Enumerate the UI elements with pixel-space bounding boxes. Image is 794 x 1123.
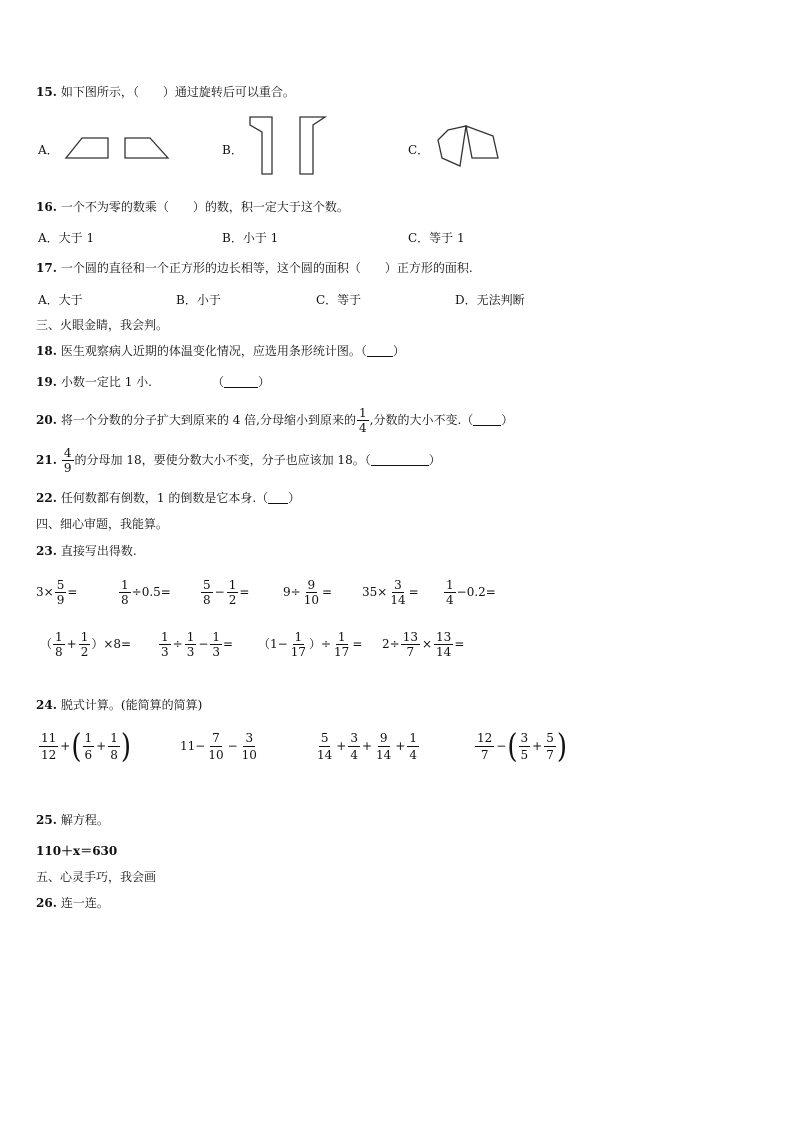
option-b[interactable]: B．小于 1 bbox=[222, 231, 279, 245]
question-number: 22. bbox=[36, 491, 57, 505]
question-20: 20. 将一个分数的分子扩大到原来的 4 倍,分母缩小到原来的 $\frac{1}{4}$ ,分数的大小不变.（ ） bbox=[36, 406, 514, 435]
question-15 bbox=[36, 84, 295, 100]
question-text: 直接写出得数. bbox=[60, 544, 137, 558]
calc-item: （1− $\frac{1}{17}$ ）÷ $\frac{1}{17}$ = bbox=[258, 630, 363, 659]
option-d[interactable]: D．无法判断 bbox=[455, 293, 525, 307]
question-text: 连一连。 bbox=[60, 896, 109, 910]
calc-item: $\frac{1}{4}$ −0.2= bbox=[446, 578, 496, 607]
calc-item: 2÷ $\frac{13}{7}$ × $\frac{13}{14}$ = bbox=[382, 630, 465, 659]
question-number: 16. bbox=[36, 200, 57, 214]
calc-item: 9÷ $\frac{9}{10}$ = bbox=[283, 578, 333, 607]
equation: 110＋x＝630 bbox=[36, 844, 118, 858]
option-c[interactable]: C．等于 bbox=[316, 293, 362, 307]
calc-item: $\frac{5}{8}$ − $\frac{1}{2}$ = bbox=[203, 578, 250, 607]
question-number: 25. bbox=[36, 813, 57, 827]
question-number: 15. bbox=[36, 85, 57, 99]
question-18: 18. 医生观察病人近期的体温变化情况，应选用条形统计图。（ ） bbox=[36, 344, 405, 358]
question-25 bbox=[36, 812, 109, 828]
question-number: 24. bbox=[36, 698, 57, 712]
option-c[interactable]: C． bbox=[408, 143, 430, 157]
option-a[interactable]: A．大于 bbox=[38, 293, 83, 307]
question-22: 22. 任何数都有倒数，1 的倒数是它本身.（ ） bbox=[36, 491, 301, 505]
question-19: 19. 小数一定比 1 小. （ ） bbox=[36, 375, 271, 389]
calc-item: 3× $\frac{5}{9}$ = bbox=[36, 578, 78, 607]
question-number: 20. bbox=[36, 413, 57, 427]
answer-blank[interactable] bbox=[473, 413, 501, 426]
question-number: 17. bbox=[36, 261, 57, 275]
question-number: 23. bbox=[36, 544, 57, 558]
question-text: 如下图所示，（ ）通过旋转后可以重合。 bbox=[60, 85, 295, 99]
calc-item: $\frac{1}{8}$ ÷0.5= bbox=[121, 578, 171, 607]
section-heading-3: 三、火眼金睛，我会判。 bbox=[36, 318, 169, 332]
expression: 11− $\frac{7}{10}$ − $\frac{3}{10}$ bbox=[180, 731, 257, 762]
expression: $\frac{12}{7}$ −( $\frac{3}{5}$ + $\frac{5}{7}$ ) bbox=[477, 727, 567, 766]
answer-blank[interactable] bbox=[268, 491, 288, 504]
option-c[interactable]: C．等于 1 bbox=[408, 231, 465, 245]
option-b[interactable]: B．小于 bbox=[176, 293, 221, 307]
answer-blank[interactable] bbox=[371, 453, 429, 466]
question-number: 18. bbox=[36, 344, 57, 358]
question-text: 小数一定比 1 小. bbox=[60, 375, 152, 389]
expression: $\frac{11}{12}$ +( $\frac{1}{6}$ + $\frac{1}{8}$ ) bbox=[41, 727, 131, 766]
option-b[interactable]: B． bbox=[222, 143, 243, 157]
question-24 bbox=[36, 697, 202, 713]
answer-blank[interactable] bbox=[224, 375, 258, 388]
fraction: $\frac{1}{4}$ bbox=[358, 406, 367, 435]
shape-b-bent-bars bbox=[245, 112, 335, 182]
option-a[interactable]: A．大于 1 bbox=[38, 231, 95, 245]
calc-item: $\frac{1}{3}$ ÷ $\frac{1}{3}$ − $\frac{1}{3}$ = bbox=[161, 630, 234, 659]
shape-a-trapezoids bbox=[60, 130, 180, 170]
question-17 bbox=[36, 260, 473, 276]
question-16 bbox=[36, 199, 349, 215]
option-a[interactable]: A． bbox=[38, 143, 59, 157]
calc-item: 35× $\frac{3}{14}$ = bbox=[362, 578, 419, 607]
question-21: 21. $\frac{4}{9}$ 的分母加 18，要使分数大小不变，分子也应该加 18。（ ） bbox=[36, 446, 441, 475]
calc-item: （ $\frac{1}{8}$ + $\frac{1}{2}$ ）×8= bbox=[40, 630, 132, 659]
answer-blank[interactable] bbox=[367, 344, 393, 357]
section-heading-5: 五、心灵手巧，我会画 bbox=[36, 870, 157, 884]
question-text: 脱式计算。(能简算的简算) bbox=[60, 698, 203, 712]
question-26 bbox=[36, 895, 109, 911]
question-number: 19. bbox=[36, 375, 57, 389]
expression: $\frac{5}{14}$ + $\frac{3}{4}$ + $\frac{9}{14}$ + $\frac{1}{4}$ bbox=[317, 731, 418, 762]
question-number: 26. bbox=[36, 896, 57, 910]
question-text: 医生观察病人近期的体温变化情况，应选用条形统计图。（ bbox=[60, 344, 367, 358]
question-text: 一个不为零的数乘（ ）的数，积一定大于这个数。 bbox=[60, 200, 349, 214]
section-heading-4: 四、细心审题，我能算。 bbox=[36, 517, 169, 531]
question-text: 解方程。 bbox=[60, 813, 109, 827]
shape-c-pentagons bbox=[428, 118, 508, 173]
question-number: 21. bbox=[36, 453, 57, 467]
question-23 bbox=[36, 543, 137, 559]
fraction: $\frac{4}{9}$ bbox=[63, 446, 72, 475]
question-text: 一个圆的直径和一个正方形的边长相等，这个圆的面积（ ）正方形的面积. bbox=[60, 261, 473, 275]
question-text: 任何数都有倒数，1 的倒数是它本身.（ bbox=[60, 491, 269, 505]
